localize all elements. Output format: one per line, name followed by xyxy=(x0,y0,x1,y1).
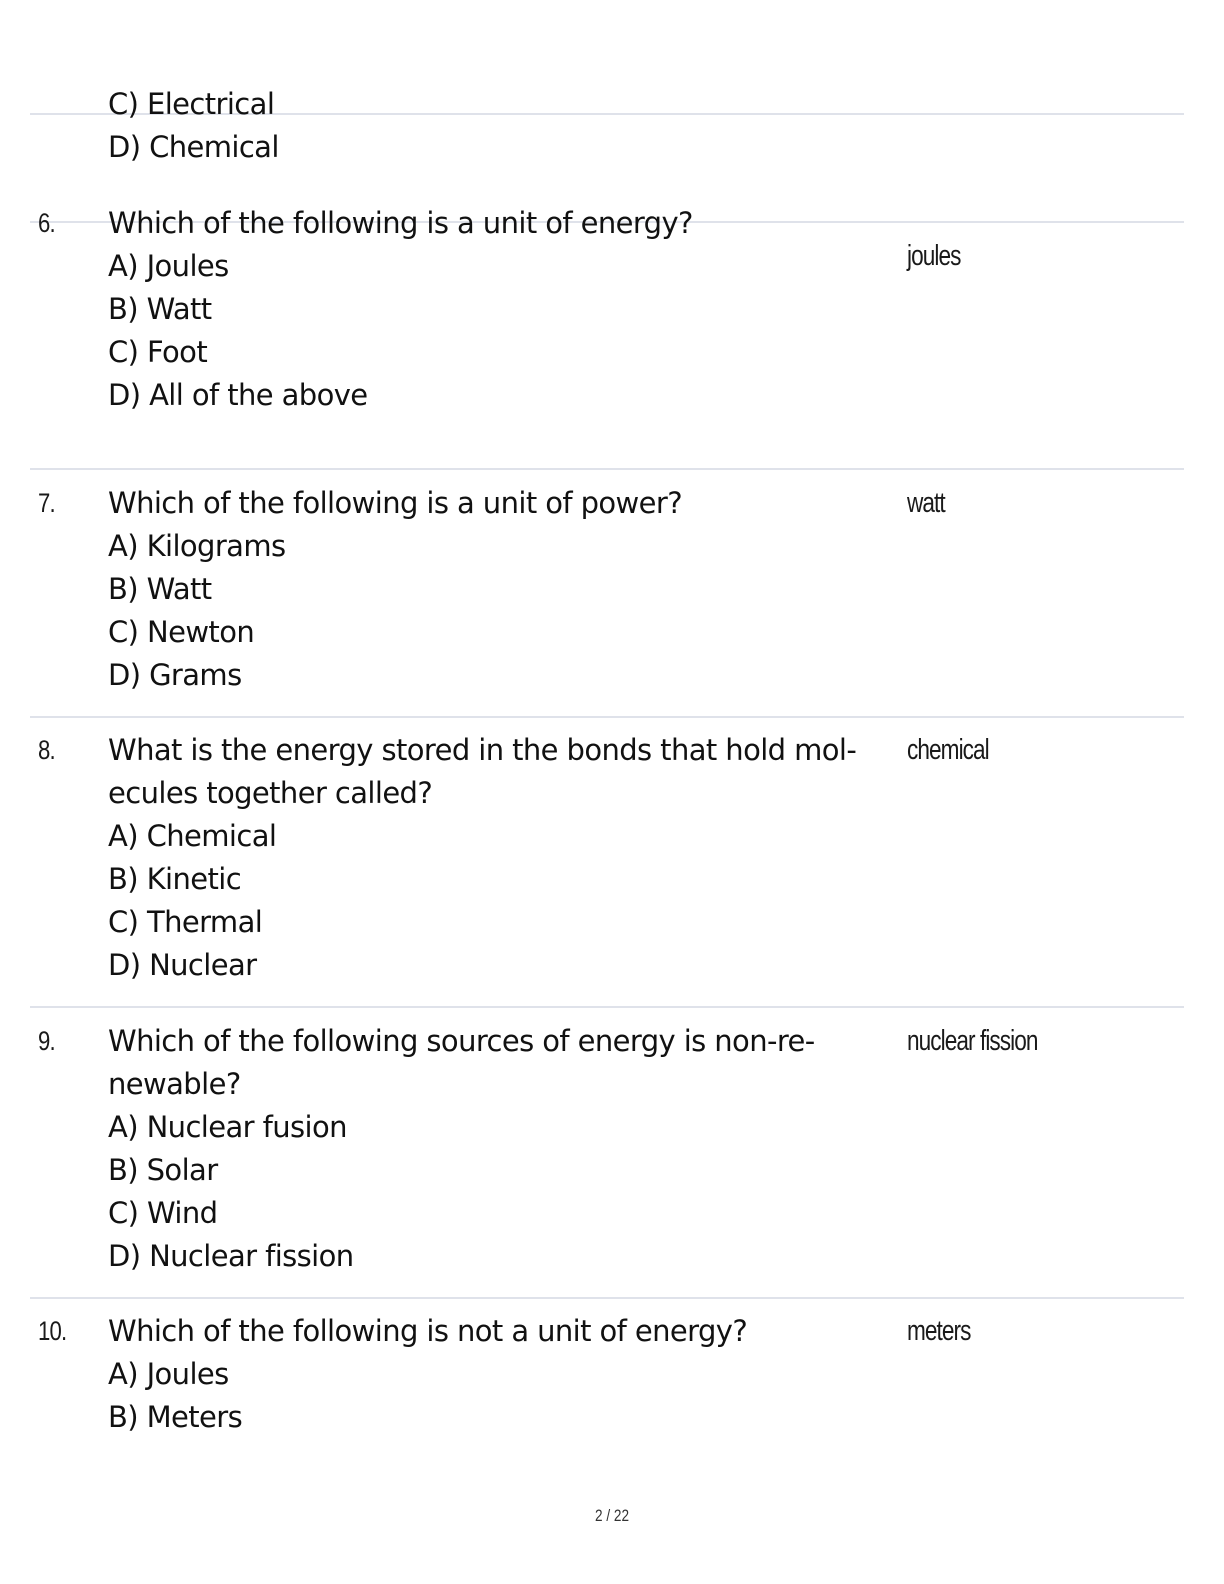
option: C) Wind xyxy=(108,1196,218,1230)
option: D) Chemical xyxy=(108,130,279,164)
answer-text: meters xyxy=(907,1315,971,1347)
question-number: 10. xyxy=(38,1316,67,1346)
question-10 xyxy=(108,1310,908,1439)
option: B) Watt xyxy=(108,572,212,606)
option: D) Nuclear xyxy=(108,948,257,982)
question-7 xyxy=(108,482,908,697)
option: D) All of the above xyxy=(108,378,368,412)
question-text: Which of the following is not a unit of energy? xyxy=(108,1314,748,1348)
carryover-options xyxy=(108,83,908,169)
option: C) Thermal xyxy=(108,905,263,939)
question-text: Which of the following sources of energy is non-re- xyxy=(108,1024,815,1058)
question-9 xyxy=(108,1020,908,1278)
question-text: ecules together called? xyxy=(108,776,433,810)
option: C) Electrical xyxy=(108,87,275,121)
option: A) Chemical xyxy=(108,819,277,853)
divider xyxy=(30,468,1184,470)
answer-text: nuclear fission xyxy=(907,1025,1038,1057)
option: A) Joules xyxy=(108,249,229,283)
option: D) Grams xyxy=(108,658,242,692)
option: A) Joules xyxy=(108,1357,229,1391)
option: B) Solar xyxy=(108,1153,218,1187)
option: A) Kilograms xyxy=(108,529,286,563)
question-6 xyxy=(108,202,908,417)
answer-text: watt xyxy=(907,487,945,519)
question-number: 8. xyxy=(38,735,55,765)
option: B) Kinetic xyxy=(108,862,242,896)
question-text: What is the energy stored in the bonds that hold mol- xyxy=(108,733,857,767)
page-indicator: 2 / 22 xyxy=(594,1506,630,1525)
question-number: 9. xyxy=(38,1026,55,1056)
option: B) Watt xyxy=(108,292,212,326)
question-number: 6. xyxy=(38,208,55,238)
option: A) Nuclear fusion xyxy=(108,1110,347,1144)
option: C) Newton xyxy=(108,615,255,649)
divider xyxy=(30,1297,1184,1299)
option: D) Nuclear fission xyxy=(108,1239,354,1273)
question-text: newable? xyxy=(108,1067,241,1101)
divider xyxy=(30,1006,1184,1008)
question-text: Which of the following is a unit of power? xyxy=(108,486,683,520)
question-number: 7. xyxy=(38,488,55,518)
option: C) Foot xyxy=(108,335,208,369)
answer-text: joules xyxy=(907,240,961,272)
question-8 xyxy=(108,729,908,987)
answer-text: chemical xyxy=(907,734,989,766)
question-text: Which of the following is a unit of energy? xyxy=(108,206,693,240)
divider xyxy=(30,716,1184,718)
option: B) Meters xyxy=(108,1400,243,1434)
